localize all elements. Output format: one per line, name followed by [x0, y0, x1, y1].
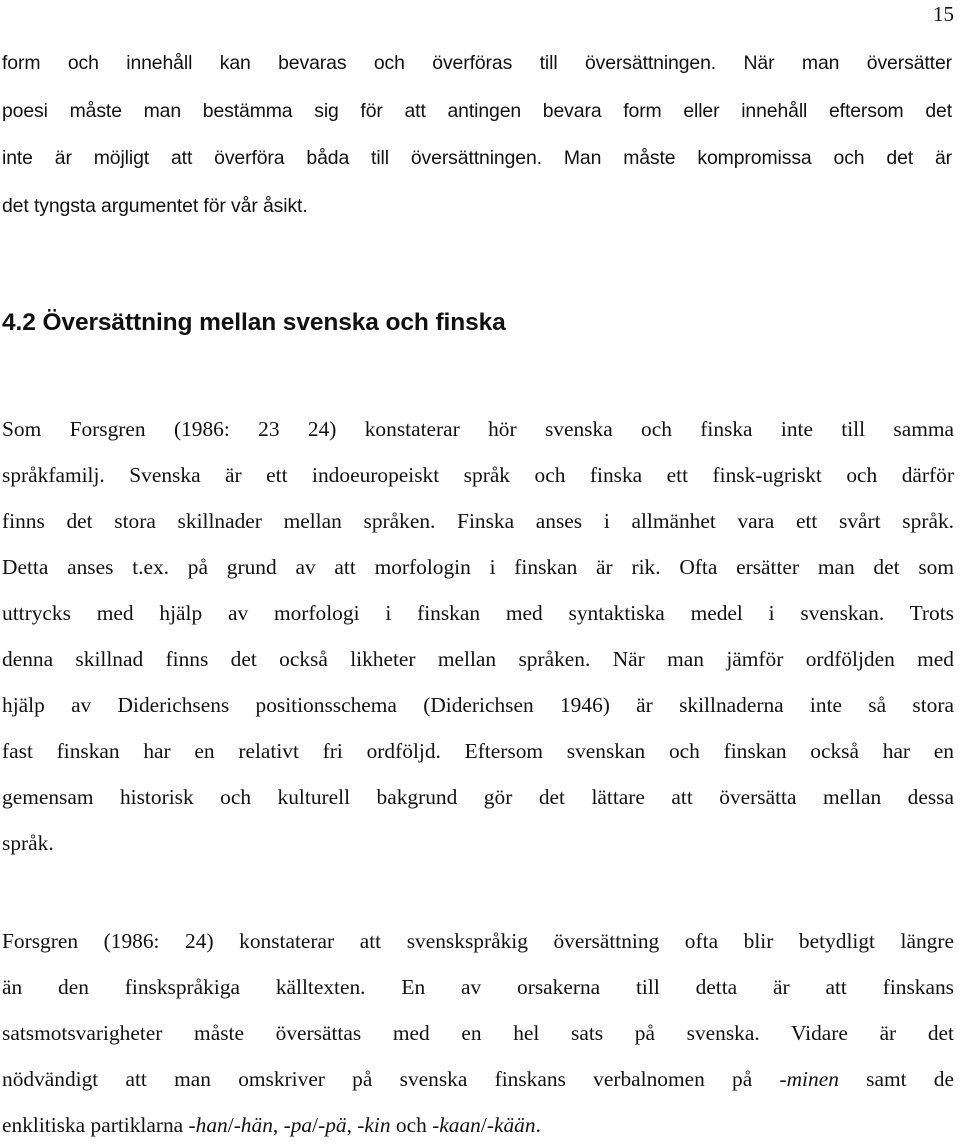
text-segment: /	[312, 1113, 319, 1137]
text-line	[2, 1056, 954, 1102]
text-line: Forsgren (1986: 24) konstaterar att svenskspråkig översättning ofta blir betydligt längre	[2, 929, 954, 953]
text-line: form och innehåll kan bevaras och överföras till översättningen. När man översätter	[2, 52, 952, 74]
text-line: satsmotsvarigheter måste översättas med en hel sats på svenska. Vidare är det	[2, 1021, 954, 1045]
text-line: hjälp av Diderichsens positionsschema (Diderichsen 1946) är skillnaderna inte så stora	[2, 693, 954, 717]
italic-term: -han	[188, 1113, 228, 1137]
italic-term: -hän	[233, 1113, 273, 1137]
intro-paragraph	[2, 40, 952, 230]
text-line: poesi måste man bestämma sig för att antingen bevara form eller innehåll eftersom det	[2, 99, 952, 122]
italic-term: -kaan	[432, 1113, 481, 1137]
text-segment: /	[480, 1113, 487, 1137]
text-segment: .	[535, 1113, 541, 1137]
text-line: Som Forsgren (1986: 23 24) konstaterar hör svenska och finska inte till samma	[2, 417, 954, 441]
text-line: språk.	[2, 831, 54, 855]
text-line	[2, 1102, 954, 1148]
text-line: Detta anses t.ex. på grund av att morfologin i finskan är rik. Ofta ersätter man det som	[2, 555, 954, 579]
text-segment: samt de	[838, 1067, 954, 1091]
text-line: uttrycks med hjälp av morfologi i finskan med syntaktiska medel i svenskan. Trots	[2, 601, 954, 625]
text-segment: ,	[272, 1113, 284, 1137]
section-heading: 4.2 Översättning mellan svenska och finska	[2, 309, 506, 336]
text-line: inte är möjligt att överföra båda till översättningen. Man måste kompromissa och det är	[2, 147, 952, 169]
text-line: språkfamilj. Svenska är ett indoeuropeiskt språk och finska ett finsk-ugriskt och därför	[2, 463, 954, 487]
italic-term: -pa	[283, 1113, 313, 1137]
text-line: än den finskspråkiga källtexten. En av orsakerna till detta är att finskans	[2, 975, 954, 999]
body-paragraph	[2, 918, 954, 1148]
text-segment: nödvändigt att man omskriver på svenska finskans verbalnomen på	[2, 1067, 780, 1091]
text-segment: enklitiska partiklarna	[2, 1113, 189, 1137]
text-line: finns det stora skillnader mellan språken. Finska anses i allmänhet vara ett svårt språk.	[2, 509, 954, 533]
text-segment: ,	[346, 1113, 358, 1137]
text-line: fast finskan har en relativt fri ordföljd. Eftersom svenskan och finskan också har en	[2, 739, 954, 763]
text-line: gemensam historisk och kulturell bakgrund gör det lättare att översätta mellan dessa	[2, 785, 954, 809]
text-line: det tyngsta argumentet för vår åsikt.	[2, 194, 308, 217]
body-paragraph	[2, 406, 954, 866]
italic-term: -minen	[779, 1067, 839, 1091]
page-number: 15	[933, 2, 954, 26]
italic-term: -pä	[318, 1113, 347, 1137]
italic-term: -kään	[486, 1113, 536, 1137]
text-line: denna skillnad finns det också likheter mellan språken. När man jämför ordföljden med	[2, 647, 954, 671]
text-segment: och	[390, 1113, 433, 1137]
italic-term: -kin	[357, 1113, 391, 1137]
text-segment: /	[227, 1113, 234, 1137]
